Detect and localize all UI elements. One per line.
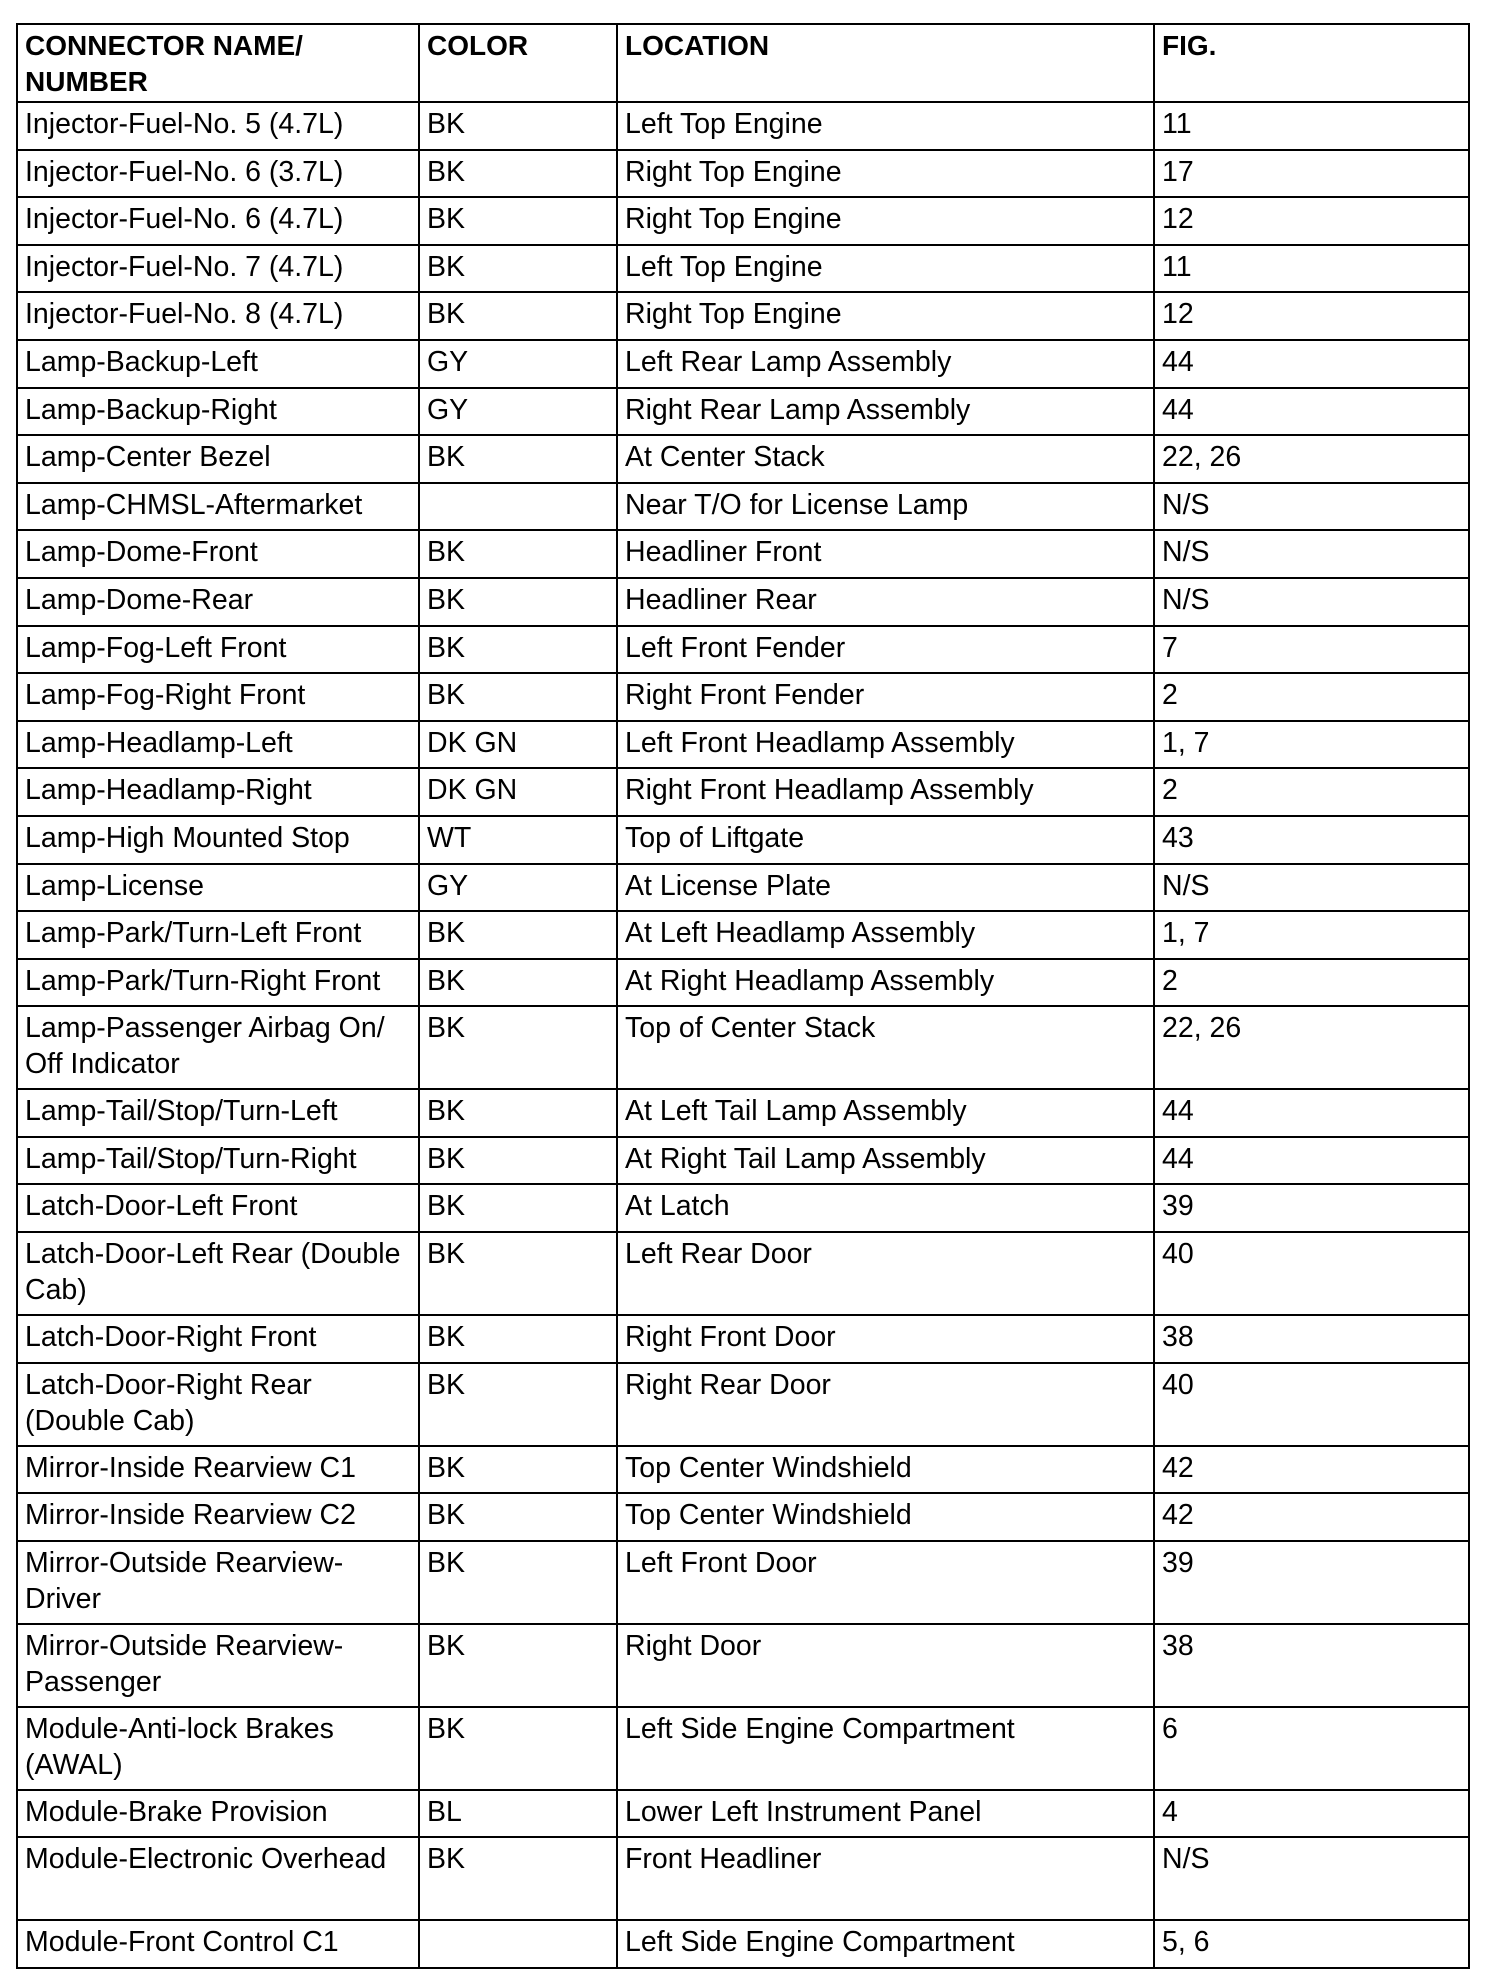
cell-location: Top Center Windshield <box>617 1493 1154 1541</box>
cell-connector-name: Lamp-High Mounted Stop <box>17 816 419 864</box>
cell-location: Left Top Engine <box>617 245 1154 293</box>
cell-location: At Left Headlamp Assembly <box>617 911 1154 959</box>
table-row <box>17 1707 1469 1790</box>
cell-color: BK <box>419 530 617 578</box>
cell-location: Top of Center Stack <box>617 1006 1154 1089</box>
cell-connector-name: Lamp-Dome-Rear <box>17 578 419 626</box>
cell-fig: 12 <box>1154 292 1469 340</box>
table-row <box>17 1137 1469 1185</box>
cell-color: BK <box>419 1541 617 1624</box>
table-row <box>17 1624 1469 1707</box>
cell-color: BK <box>419 1707 617 1790</box>
cell-location: Left Front Headlamp Assembly <box>617 721 1154 769</box>
connector-table-wrapper <box>16 23 1468 1969</box>
cell-color: BK <box>419 150 617 198</box>
table-row <box>17 1006 1469 1089</box>
table-row <box>17 626 1469 674</box>
cell-color: BK <box>419 1137 617 1185</box>
cell-color: BK <box>419 1624 617 1707</box>
table-row <box>17 150 1469 198</box>
cell-location: At License Plate <box>617 864 1154 912</box>
header-location: LOCATION <box>617 24 1154 102</box>
cell-color: DK GN <box>419 721 617 769</box>
cell-fig: 2 <box>1154 959 1469 1007</box>
cell-connector-name: Latch-Door-Right Rear (Double Cab) <box>17 1363 419 1446</box>
cell-connector-name: Lamp-Headlamp-Left <box>17 721 419 769</box>
table-row <box>17 911 1469 959</box>
cell-fig: 4 <box>1154 1790 1469 1838</box>
cell-connector-name: Lamp-Park/Turn-Right Front <box>17 959 419 1007</box>
cell-fig: 39 <box>1154 1184 1469 1232</box>
table-row <box>17 1446 1469 1494</box>
cell-location: Right Top Engine <box>617 197 1154 245</box>
cell-location: At Right Tail Lamp Assembly <box>617 1137 1154 1185</box>
cell-location: At Latch <box>617 1184 1154 1232</box>
cell-fig: 43 <box>1154 816 1469 864</box>
cell-fig: 6 <box>1154 1707 1469 1790</box>
cell-fig: 44 <box>1154 1089 1469 1137</box>
cell-fig: N/S <box>1154 864 1469 912</box>
table-row <box>17 388 1469 436</box>
header-connector-name: CONNECTOR NAME/ NUMBER <box>17 24 419 102</box>
cell-fig: N/S <box>1154 1837 1469 1920</box>
table-row <box>17 816 1469 864</box>
table-row <box>17 1493 1469 1541</box>
table-row <box>17 1541 1469 1624</box>
cell-connector-name: Lamp-Dome-Front <box>17 530 419 578</box>
table-row <box>17 1363 1469 1446</box>
cell-fig: N/S <box>1154 530 1469 578</box>
header-color: COLOR <box>419 24 617 102</box>
cell-color: BK <box>419 1006 617 1089</box>
cell-color: GY <box>419 388 617 436</box>
table-row <box>17 578 1469 626</box>
cell-connector-name: Lamp-Tail/Stop/Turn-Left <box>17 1089 419 1137</box>
cell-connector-name: Injector-Fuel-No. 6 (4.7L) <box>17 197 419 245</box>
cell-fig: 38 <box>1154 1315 1469 1363</box>
cell-connector-name: Module-Front Control C1 <box>17 1920 419 1968</box>
cell-location: Headliner Rear <box>617 578 1154 626</box>
cell-color: DK GN <box>419 768 617 816</box>
cell-color: BK <box>419 1837 617 1920</box>
cell-location: Lower Left Instrument Panel <box>617 1790 1154 1838</box>
table-row <box>17 292 1469 340</box>
cell-location: Top Center Windshield <box>617 1446 1154 1494</box>
cell-location: Right Front Fender <box>617 673 1154 721</box>
table-row <box>17 435 1469 483</box>
cell-location: Right Door <box>617 1624 1154 1707</box>
cell-location: Left Side Engine Compartment <box>617 1920 1154 1968</box>
cell-color: BK <box>419 1184 617 1232</box>
cell-location: Right Rear Door <box>617 1363 1154 1446</box>
header-fig: FIG. <box>1154 24 1469 102</box>
cell-color <box>419 1920 617 1968</box>
cell-connector-name: Module-Brake Provision <box>17 1790 419 1838</box>
cell-fig: N/S <box>1154 578 1469 626</box>
table-row <box>17 721 1469 769</box>
cell-color: WT <box>419 816 617 864</box>
cell-connector-name: Lamp-Backup-Left <box>17 340 419 388</box>
cell-color: BK <box>419 626 617 674</box>
cell-connector-name: Mirror-Outside Rearview- Passenger <box>17 1624 419 1707</box>
cell-fig: 39 <box>1154 1541 1469 1624</box>
table-row <box>17 768 1469 816</box>
cell-location: Right Rear Lamp Assembly <box>617 388 1154 436</box>
cell-location: Left Top Engine <box>617 102 1154 150</box>
table-row <box>17 673 1469 721</box>
cell-fig: 44 <box>1154 1137 1469 1185</box>
cell-location: At Center Stack <box>617 435 1154 483</box>
cell-fig: 38 <box>1154 1624 1469 1707</box>
cell-fig: 11 <box>1154 102 1469 150</box>
cell-fig: 44 <box>1154 340 1469 388</box>
table-row <box>17 1089 1469 1137</box>
cell-location: At Left Tail Lamp Assembly <box>617 1089 1154 1137</box>
table-row <box>17 102 1469 150</box>
cell-location: Right Top Engine <box>617 150 1154 198</box>
cell-location: At Right Headlamp Assembly <box>617 959 1154 1007</box>
table-row <box>17 1790 1469 1838</box>
cell-color: BK <box>419 292 617 340</box>
cell-fig: 17 <box>1154 150 1469 198</box>
cell-location: Near T/O for License Lamp <box>617 483 1154 531</box>
cell-connector-name: Latch-Door-Right Front <box>17 1315 419 1363</box>
cell-connector-name: Lamp-Fog-Left Front <box>17 626 419 674</box>
cell-fig: 22, 26 <box>1154 435 1469 483</box>
cell-fig: N/S <box>1154 483 1469 531</box>
cell-connector-name: Lamp-Park/Turn-Left Front <box>17 911 419 959</box>
cell-fig: 5, 6 <box>1154 1920 1469 1968</box>
table-row <box>17 530 1469 578</box>
cell-color: BK <box>419 1446 617 1494</box>
cell-color: BK <box>419 1232 617 1315</box>
cell-connector-name: Mirror-Inside Rearview C2 <box>17 1493 419 1541</box>
cell-location: Left Front Fender <box>617 626 1154 674</box>
table-row <box>17 1232 1469 1315</box>
cell-location: Left Front Door <box>617 1541 1154 1624</box>
cell-connector-name: Mirror-Inside Rearview C1 <box>17 1446 419 1494</box>
cell-color: BL <box>419 1790 617 1838</box>
connector-table <box>16 23 1470 1969</box>
header-row <box>17 24 1469 102</box>
cell-color: BK <box>419 102 617 150</box>
cell-color: BK <box>419 197 617 245</box>
cell-fig: 11 <box>1154 245 1469 293</box>
cell-color: BK <box>419 578 617 626</box>
cell-connector-name: Lamp-Center Bezel <box>17 435 419 483</box>
cell-color: BK <box>419 673 617 721</box>
cell-color: BK <box>419 435 617 483</box>
cell-connector-name: Lamp-Passenger Airbag On/ Off Indicator <box>17 1006 419 1089</box>
cell-fig: 12 <box>1154 197 1469 245</box>
cell-location: Left Rear Door <box>617 1232 1154 1315</box>
cell-color: BK <box>419 1089 617 1137</box>
cell-fig: 1, 7 <box>1154 911 1469 959</box>
cell-connector-name: Module-Anti-lock Brakes (AWAL) <box>17 1707 419 1790</box>
cell-fig: 44 <box>1154 388 1469 436</box>
cell-location: Right Top Engine <box>617 292 1154 340</box>
table-row <box>17 959 1469 1007</box>
cell-fig: 22, 26 <box>1154 1006 1469 1089</box>
cell-color: BK <box>419 959 617 1007</box>
cell-location: Headliner Front <box>617 530 1154 578</box>
cell-connector-name: Lamp-Headlamp-Right <box>17 768 419 816</box>
cell-connector-name: Mirror-Outside Rearview- Driver <box>17 1541 419 1624</box>
table-row <box>17 197 1469 245</box>
cell-fig: 2 <box>1154 768 1469 816</box>
cell-connector-name: Injector-Fuel-No. 5 (4.7L) <box>17 102 419 150</box>
cell-location: Right Front Headlamp Assembly <box>617 768 1154 816</box>
cell-location: Top of Liftgate <box>617 816 1154 864</box>
cell-fig: 40 <box>1154 1232 1469 1315</box>
cell-color: GY <box>419 340 617 388</box>
cell-location: Right Front Door <box>617 1315 1154 1363</box>
cell-connector-name: Lamp-License <box>17 864 419 912</box>
cell-fig: 2 <box>1154 673 1469 721</box>
cell-color: BK <box>419 1315 617 1363</box>
cell-color <box>419 483 617 531</box>
table-row <box>17 340 1469 388</box>
cell-fig: 1, 7 <box>1154 721 1469 769</box>
cell-connector-name: Lamp-Fog-Right Front <box>17 673 419 721</box>
cell-color: BK <box>419 911 617 959</box>
cell-connector-name: Lamp-Backup-Right <box>17 388 419 436</box>
cell-location: Front Headliner <box>617 1837 1154 1920</box>
cell-color: BK <box>419 1363 617 1446</box>
cell-connector-name: Latch-Door-Left Rear (Double Cab) <box>17 1232 419 1315</box>
table-row <box>17 864 1469 912</box>
table-row <box>17 245 1469 293</box>
cell-connector-name: Module-Electronic Overhead <box>17 1837 419 1920</box>
cell-fig: 42 <box>1154 1446 1469 1494</box>
cell-connector-name: Lamp-Tail/Stop/Turn-Right <box>17 1137 419 1185</box>
cell-location: Left Side Engine Compartment <box>617 1707 1154 1790</box>
table-row <box>17 1184 1469 1232</box>
cell-fig: 7 <box>1154 626 1469 674</box>
cell-connector-name: Lamp-CHMSL-Aftermarket <box>17 483 419 531</box>
cell-location: Left Rear Lamp Assembly <box>617 340 1154 388</box>
cell-color: BK <box>419 1493 617 1541</box>
cell-color: BK <box>419 245 617 293</box>
table-row <box>17 483 1469 531</box>
table-body <box>17 102 1469 1968</box>
table-row <box>17 1920 1469 1968</box>
cell-connector-name: Latch-Door-Left Front <box>17 1184 419 1232</box>
cell-connector-name: Injector-Fuel-No. 8 (4.7L) <box>17 292 419 340</box>
cell-connector-name: Injector-Fuel-No. 7 (4.7L) <box>17 245 419 293</box>
cell-fig: 40 <box>1154 1363 1469 1446</box>
table-row <box>17 1315 1469 1363</box>
cell-fig: 42 <box>1154 1493 1469 1541</box>
table-row <box>17 1837 1469 1920</box>
cell-connector-name: Injector-Fuel-No. 6 (3.7L) <box>17 150 419 198</box>
cell-color: GY <box>419 864 617 912</box>
